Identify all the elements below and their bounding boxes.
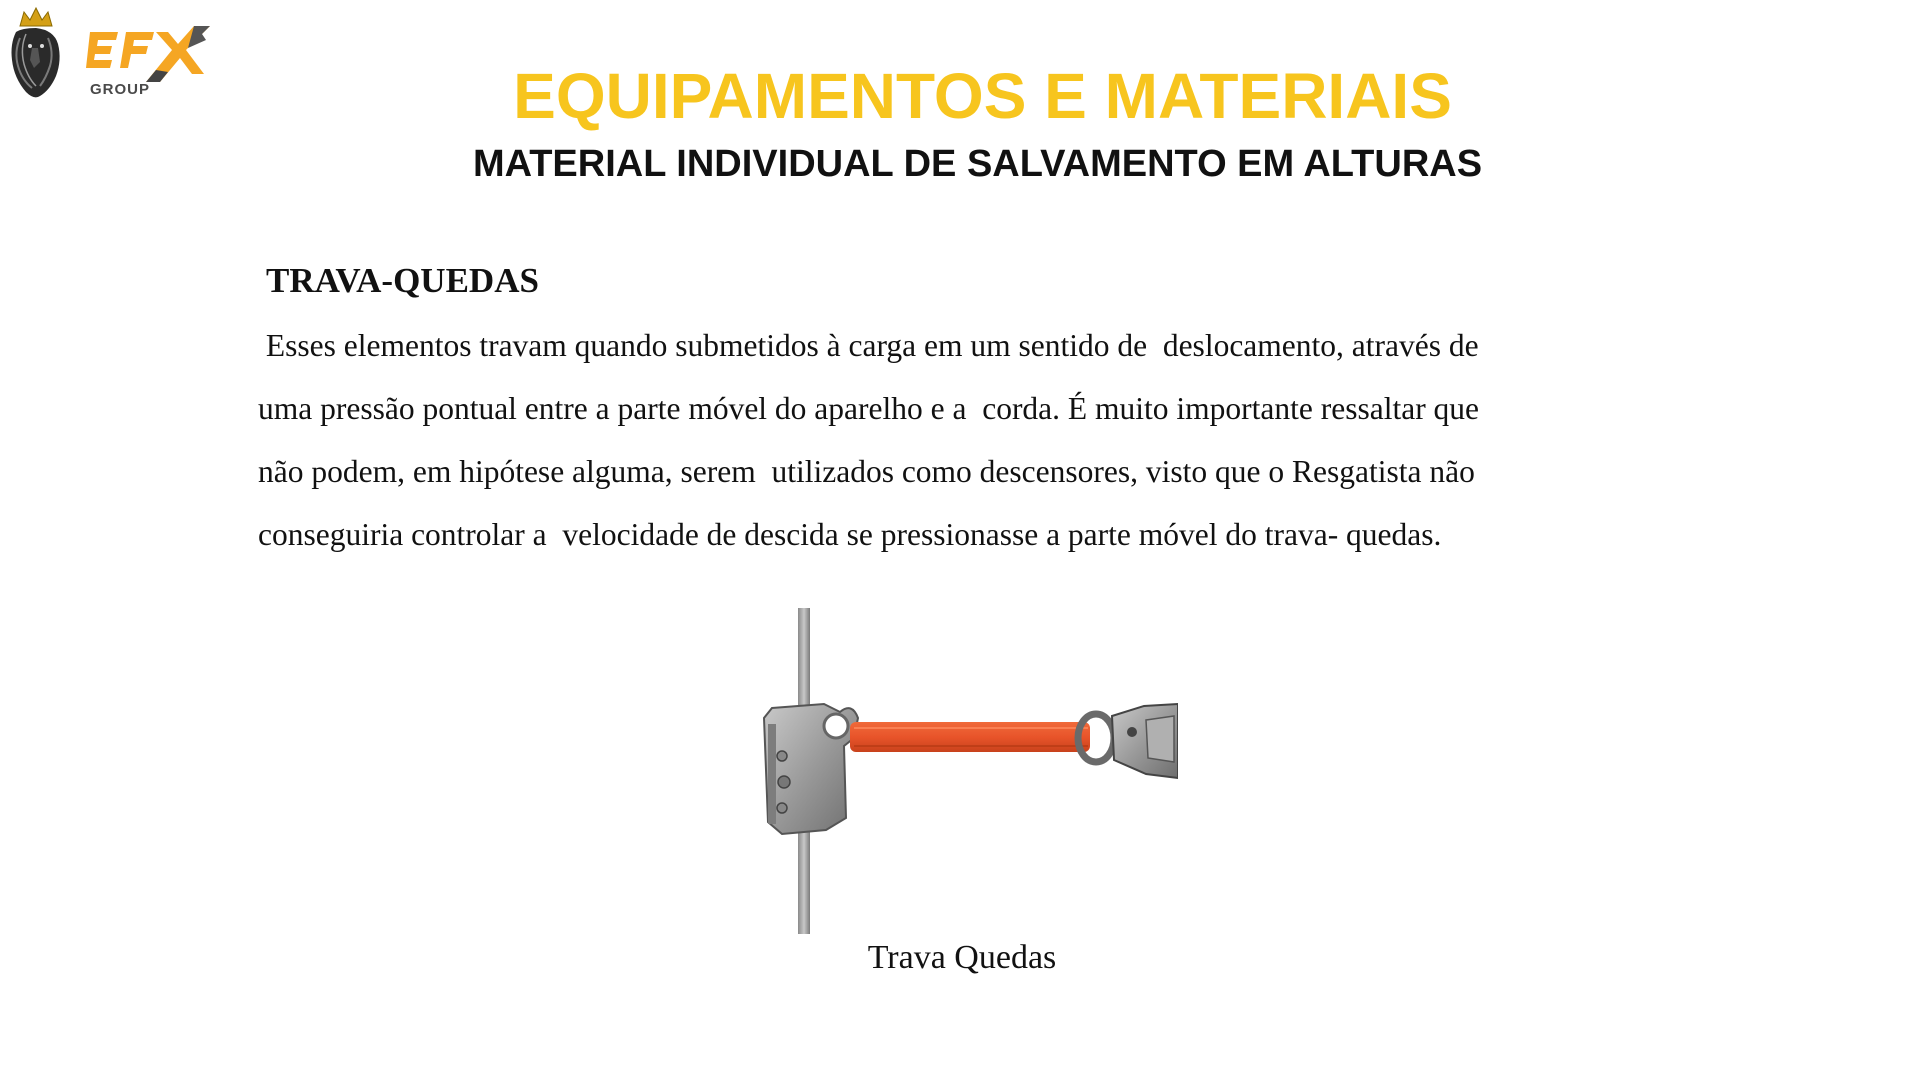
- body-line-3: não podem, em hipótese alguma, serem utilizados como descensores, visto que o Resgatista não: [258, 454, 1475, 489]
- section-heading: TRAVA-QUEDAS: [266, 261, 539, 300]
- section-body: [258, 321, 1678, 573]
- fall-arrester-body: [764, 704, 858, 834]
- lanyard-strap: [850, 722, 1090, 752]
- page-title: EQUIPAMENTOS E MATERIAIS: [513, 60, 1452, 132]
- body-line-2: uma pressão pontual entre a parte móvel do aparelho e a corda. É muito importante ressaltar que: [258, 391, 1480, 426]
- figure-caption: Trava Quedas: [867, 939, 1057, 976]
- fall-arrester-device-image: [754, 608, 1178, 934]
- body-line-1: Esses elementos travam quando submetidos à carga em um sentido de deslocamento, através de: [258, 328, 1479, 363]
- logo-group-label: GROUP: [90, 81, 151, 98]
- carabiner: [1112, 704, 1178, 778]
- page-subtitle: MATERIAL INDIVIDUAL DE SALVAMENTO EM ALTURAS: [472, 143, 1483, 185]
- body-line-4: conseguiria controlar a velocidade de descida se pressionasse a parte móvel do trava- quedas.: [258, 517, 1442, 552]
